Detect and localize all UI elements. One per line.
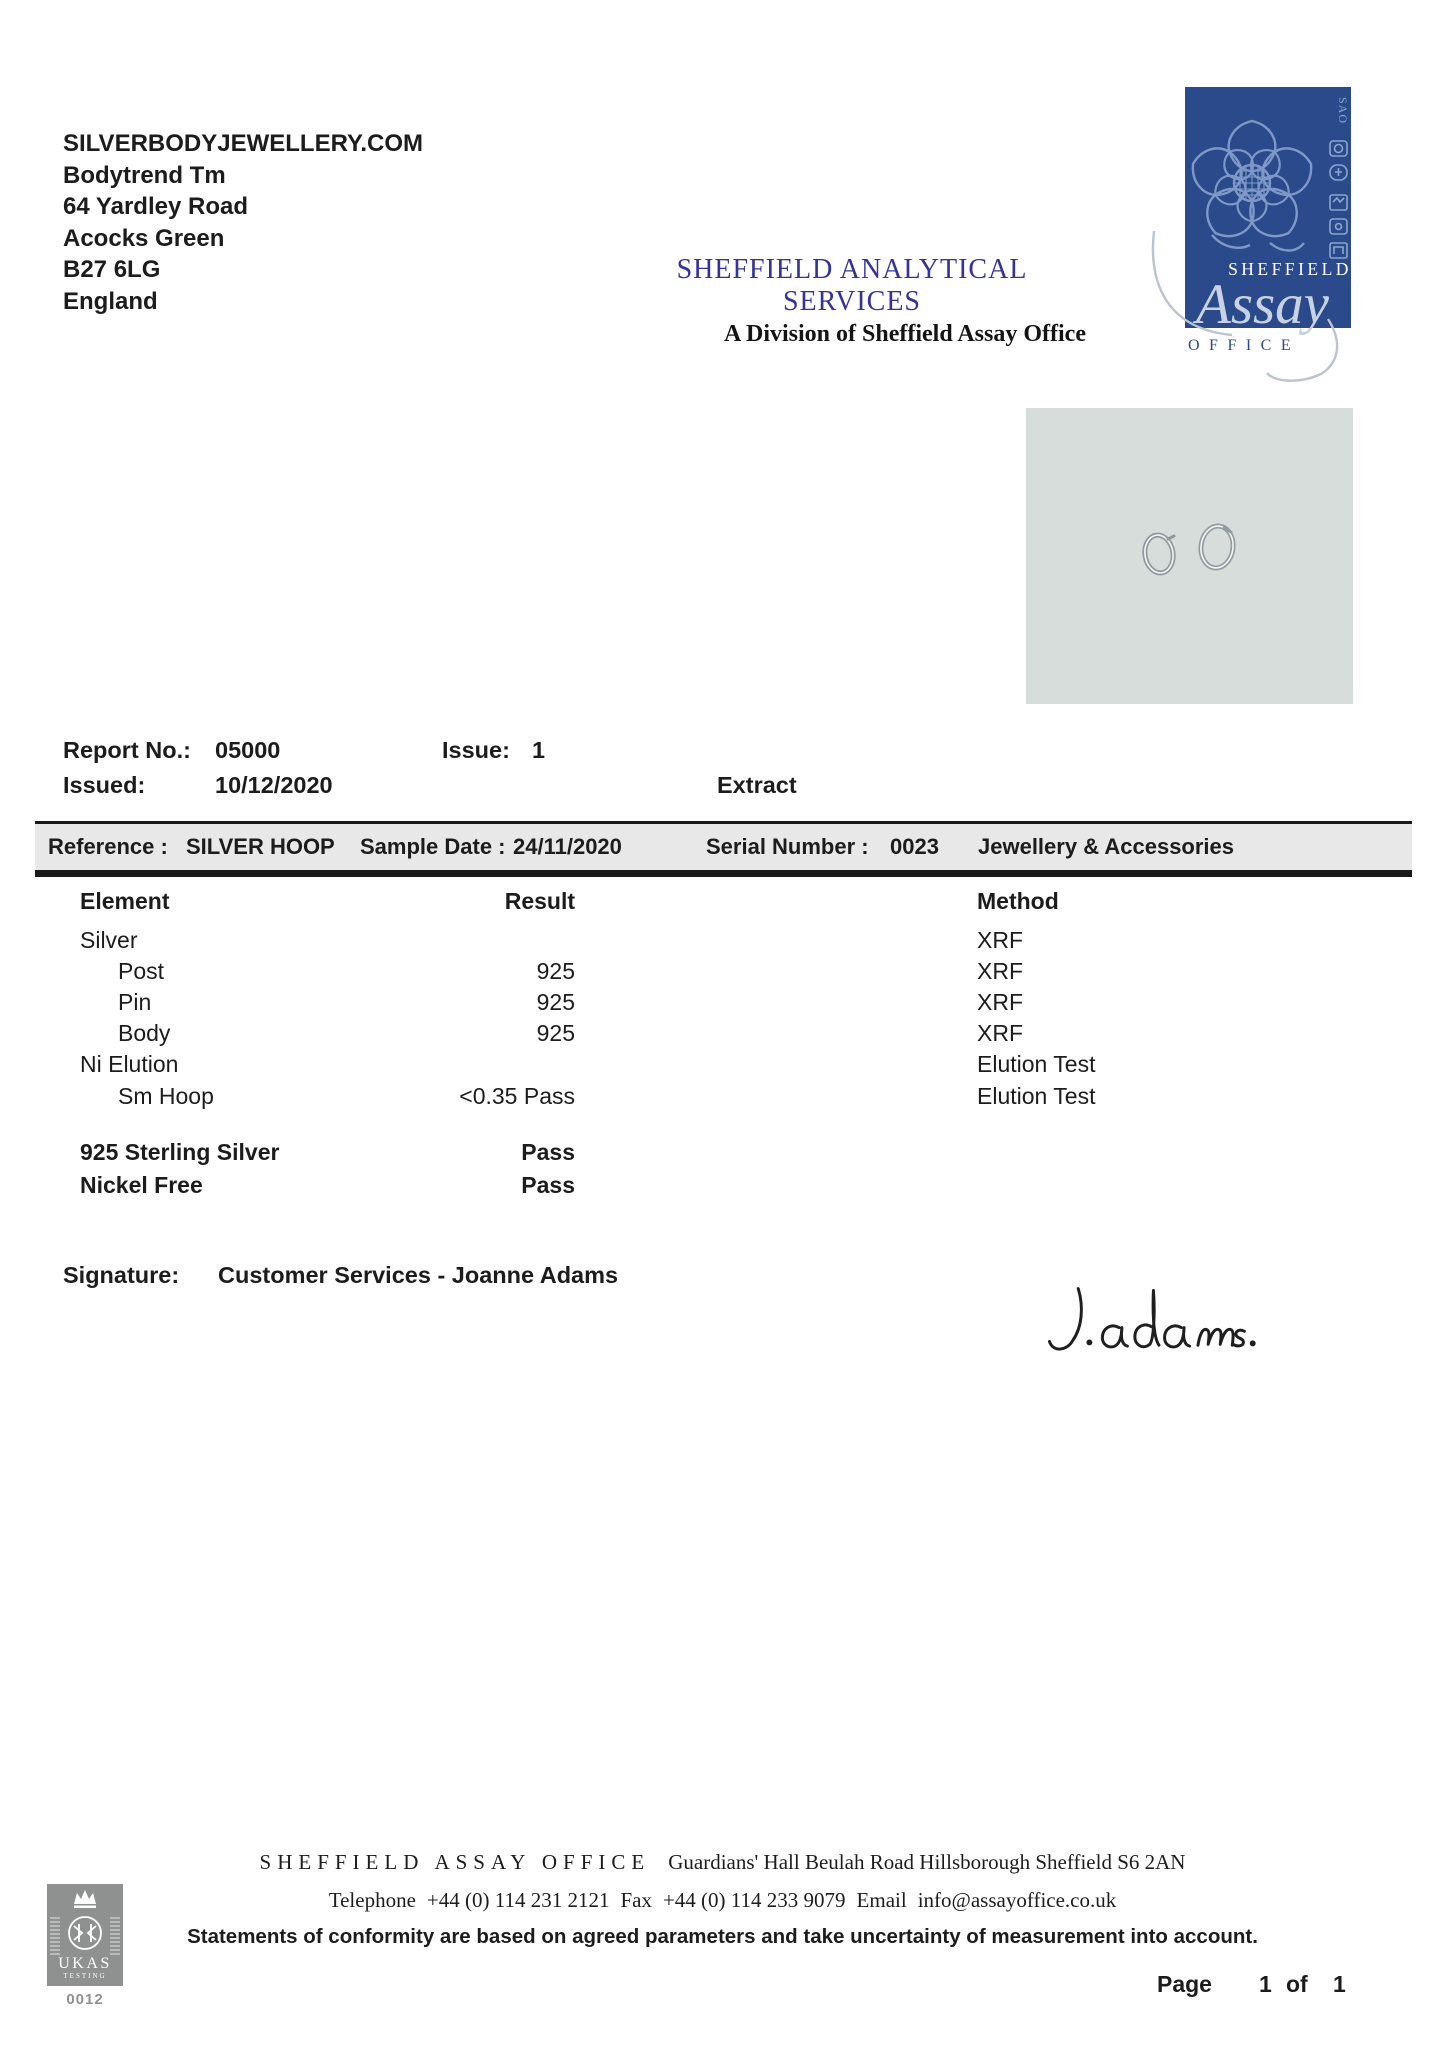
- element-cell: Pin: [118, 989, 152, 1015]
- element-cell: Body: [118, 1020, 171, 1046]
- org-subtitle: A Division of Sheffield Assay Office: [723, 321, 1086, 347]
- sample-date-value: 24/11/2020: [513, 834, 622, 859]
- reference-label: Reference :: [48, 834, 168, 859]
- result-cell: <0.35 Pass: [459, 1083, 575, 1109]
- telephone-value: +44 (0) 114 231 2121: [426, 1888, 610, 1912]
- logo-assay-script-text: Assay: [1196, 273, 1329, 336]
- page-label: Page: [1157, 1971, 1212, 1997]
- ukas-accreditation-mark: [47, 1884, 123, 1986]
- serial-number-label: Serial Number :: [706, 834, 869, 859]
- email-value: info@assayoffice.co.uk: [917, 1888, 1117, 1912]
- ukas-accreditation-number: 0012: [66, 1991, 104, 2008]
- method-cell: XRF: [977, 927, 1023, 953]
- recipient-address: [63, 128, 423, 317]
- recipient-line: Bodytrend Tm: [63, 161, 226, 189]
- result-cell: 925: [536, 1020, 575, 1046]
- sample-date-label: Sample Date :: [360, 834, 506, 859]
- summary-label: Nickel Free: [80, 1172, 203, 1198]
- email-label: Email: [856, 1888, 907, 1912]
- page-number: 1: [1259, 1971, 1272, 1997]
- method-cell: XRF: [977, 958, 1023, 984]
- handwritten-signature: [1030, 1278, 1262, 1366]
- serial-number-value: 0023: [890, 834, 939, 859]
- recipient-line: SILVERBODYJEWELLERY.COM: [63, 130, 424, 157]
- element-cell: Post: [118, 958, 165, 984]
- element-cell: Sm Hoop: [118, 1083, 214, 1109]
- method-cell: XRF: [977, 989, 1023, 1015]
- col-header-method: Method: [977, 888, 1059, 914]
- method-cell: Elution Test: [977, 1083, 1096, 1109]
- category-value: Jewellery & Accessories: [978, 834, 1235, 859]
- method-cell: Elution Test: [977, 1051, 1096, 1077]
- issue-value: 1: [532, 737, 546, 763]
- fax-value: +44 (0) 114 233 9079: [662, 1888, 846, 1912]
- report-no-label: Report No.:: [63, 737, 191, 763]
- col-header-result: Result: [504, 888, 575, 914]
- element-cell: Silver: [80, 927, 138, 953]
- footer-office-line: [0, 1850, 1445, 1875]
- reference-bar: [35, 821, 1412, 877]
- footer-conformity-line: [0, 1925, 1445, 1949]
- ukas-scheme-text: TESTING: [63, 1972, 107, 1980]
- summary-result: Pass: [521, 1172, 575, 1198]
- result-cell: 925: [536, 989, 575, 1015]
- footer-office-name: SHEFFIELD ASSAY OFFICE: [259, 1850, 651, 1874]
- ukas-name-text: UKAS: [58, 1955, 112, 1972]
- extract-label: Extract: [717, 772, 797, 798]
- organisation-header: [612, 254, 1092, 348]
- summary-label: 925 Sterling Silver: [80, 1139, 280, 1165]
- sample-photo: [1026, 408, 1353, 704]
- result-cell: 925: [536, 958, 575, 984]
- logo-office-text: OFFICE: [1188, 337, 1301, 354]
- fax-label: Fax: [620, 1888, 652, 1912]
- summary-result: Pass: [521, 1139, 575, 1165]
- recipient-line: England: [63, 287, 158, 315]
- col-header-element: Element: [80, 888, 170, 914]
- report-no-value: 05000: [215, 737, 281, 763]
- logo-sheffield-text: SHEFFIELD: [1228, 259, 1352, 279]
- issue-label: Issue:: [442, 737, 510, 763]
- assay-office-logo: [1140, 83, 1368, 383]
- issued-label: Issued:: [63, 772, 146, 798]
- signature-label: Signature:: [63, 1262, 180, 1288]
- silver-hoops-image: [1026, 408, 1353, 704]
- reference-value: SILVER HOOP: [186, 834, 335, 859]
- org-title: SHEFFIELD ANALYTICAL SERVICES: [676, 254, 1028, 317]
- footer-contact-line: [0, 1888, 1445, 1913]
- recipient-line: 64 Yardley Road: [63, 193, 248, 220]
- hallmark-sao-text: SAO: [1336, 97, 1350, 125]
- signatory-name: Customer Services - Joanne Adams: [218, 1262, 619, 1288]
- telephone-label: Telephone: [328, 1888, 416, 1912]
- recipient-line: B27 6LG: [63, 256, 161, 283]
- recipient-line: Acocks Green: [63, 224, 225, 252]
- page-of-label: of: [1286, 1971, 1308, 1997]
- page-total: 1: [1333, 1971, 1346, 1997]
- conformity-note: Statements of conformity are based on agreed parameters and take uncertainty of measurement into account.: [187, 1925, 1258, 1948]
- issued-date-value: 10/12/2020: [215, 772, 333, 798]
- element-cell: Ni Elution: [80, 1051, 179, 1077]
- footer-office-address: Guardians' Hall Beulah Road Hillsborough Sheffield S6 2AN: [668, 1850, 1186, 1874]
- method-cell: XRF: [977, 1020, 1023, 1046]
